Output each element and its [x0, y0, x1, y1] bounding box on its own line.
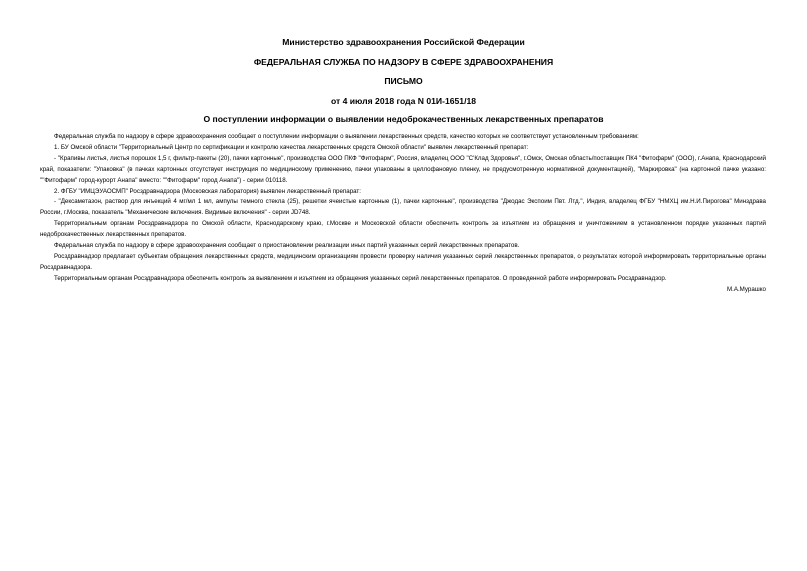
paragraph-item-2: 2. ФГБУ "ИМЦЭУАОСМП" Росздравнадзора (Московская лаборатория) выявлен лекарственный препарат:	[54, 187, 361, 195]
signature: М.А.Мурашко	[726, 285, 766, 293]
letter-body	[40, 132, 766, 296]
paragraph-verification: Росздравнадзор предлагает субъектам обращения лекарственных средств, медицинским организациям провести проверку наличия указанных серий лекарственных препаратов, о результатах которой информировать территориальные органы Росздравнадзора.	[40, 252, 766, 271]
paragraph-suspension: Федеральная служба по надзору в сфере здравоохранения сообщает о приостановлении реализации иных партий указанных серий лекарственных препаратов.	[54, 242, 520, 250]
paragraph-intro: Федеральная служба по надзору в сфере здравоохранения сообщает о поступлении информации о выявлении лекарственных средств, качество которых не соответствует установленным требованиям:	[54, 133, 639, 140]
ministry-heading: Министерство здравоохранения Российской Федерации	[282, 37, 525, 47]
paragraph-withdrawal: Территориальным органам Росздравнадзора обеспечить контроль за выявлением и изъятием из обращения указанных серий лекарственных препаратов. О проведенной работе информировать Росздравнадзор.	[54, 274, 667, 282]
date-number-heading: от 4 июля 2018 года N 01И-1651/18	[330, 96, 477, 106]
doc-type-heading: ПИСЬМО	[384, 76, 423, 86]
paragraph-item-1-detail: - "Крапивы листья, листья порошок 1,5 г, фильтр-пакеты (20), пачки картонные", производства ООО ПКФ "Фитофарм", Россия, владелец ООО "С'Клад Здоровья", г.Омск, Омская область/поставщик ПК4 "Фитофарм" (ООО), г.Анапа, Краснодарский край, показатели: "Упаковка" (в пачках картонных отсутствует инструкция по медицинскому применению, пачки упакованы в целлофановую пленку, не предусмотренную нормативной документацией), "Маркировка" (на картонной пачке указано: ""Фитофарм" город-курорт Анапа" вместо: ""Фитофарм" город Анапа") - серии 010118.	[40, 154, 766, 184]
paragraph-territorial-control: Территориальным органам Росздравнадзора по Омской области, Краснодарскому краю, г.Москве и Московской области обеспечить контроль за изъятием из обращения и уничтожением в установленном порядке указанных партий недоброкачественных лекарственных препаратов.	[40, 220, 766, 239]
paragraph-item-1: 1. БУ Омской области "Территориальный Центр по сертификации и контролю качества лекарственных средств Омской области" выявлен лекарственный препарат:	[54, 143, 529, 151]
paragraph-item-2-detail: - "Дексаметазон, раствор для инъекций 4 мг/мл 1 мл, ампулы темного стекла (25), решетки ячеистые картонные (1), пачки картонные", производства "Джодас Экспоим Пвт. Лтд.", Индия, владелец ФГБУ "НМХЦ им.Н.И.Пирогова" Минздрава России, г.Москва, показатель "Механические включения. Видимые включения" - серии JD748.	[40, 198, 766, 217]
subject-heading: О поступлении информации о выявлении недоброкачественных лекарственных препаратов	[203, 114, 604, 124]
agency-heading: ФЕДЕРАЛЬНАЯ СЛУЖБА ПО НАДЗОРУ В СФЕРЕ ЗДРАВООХРАНЕНИЯ	[253, 57, 554, 67]
